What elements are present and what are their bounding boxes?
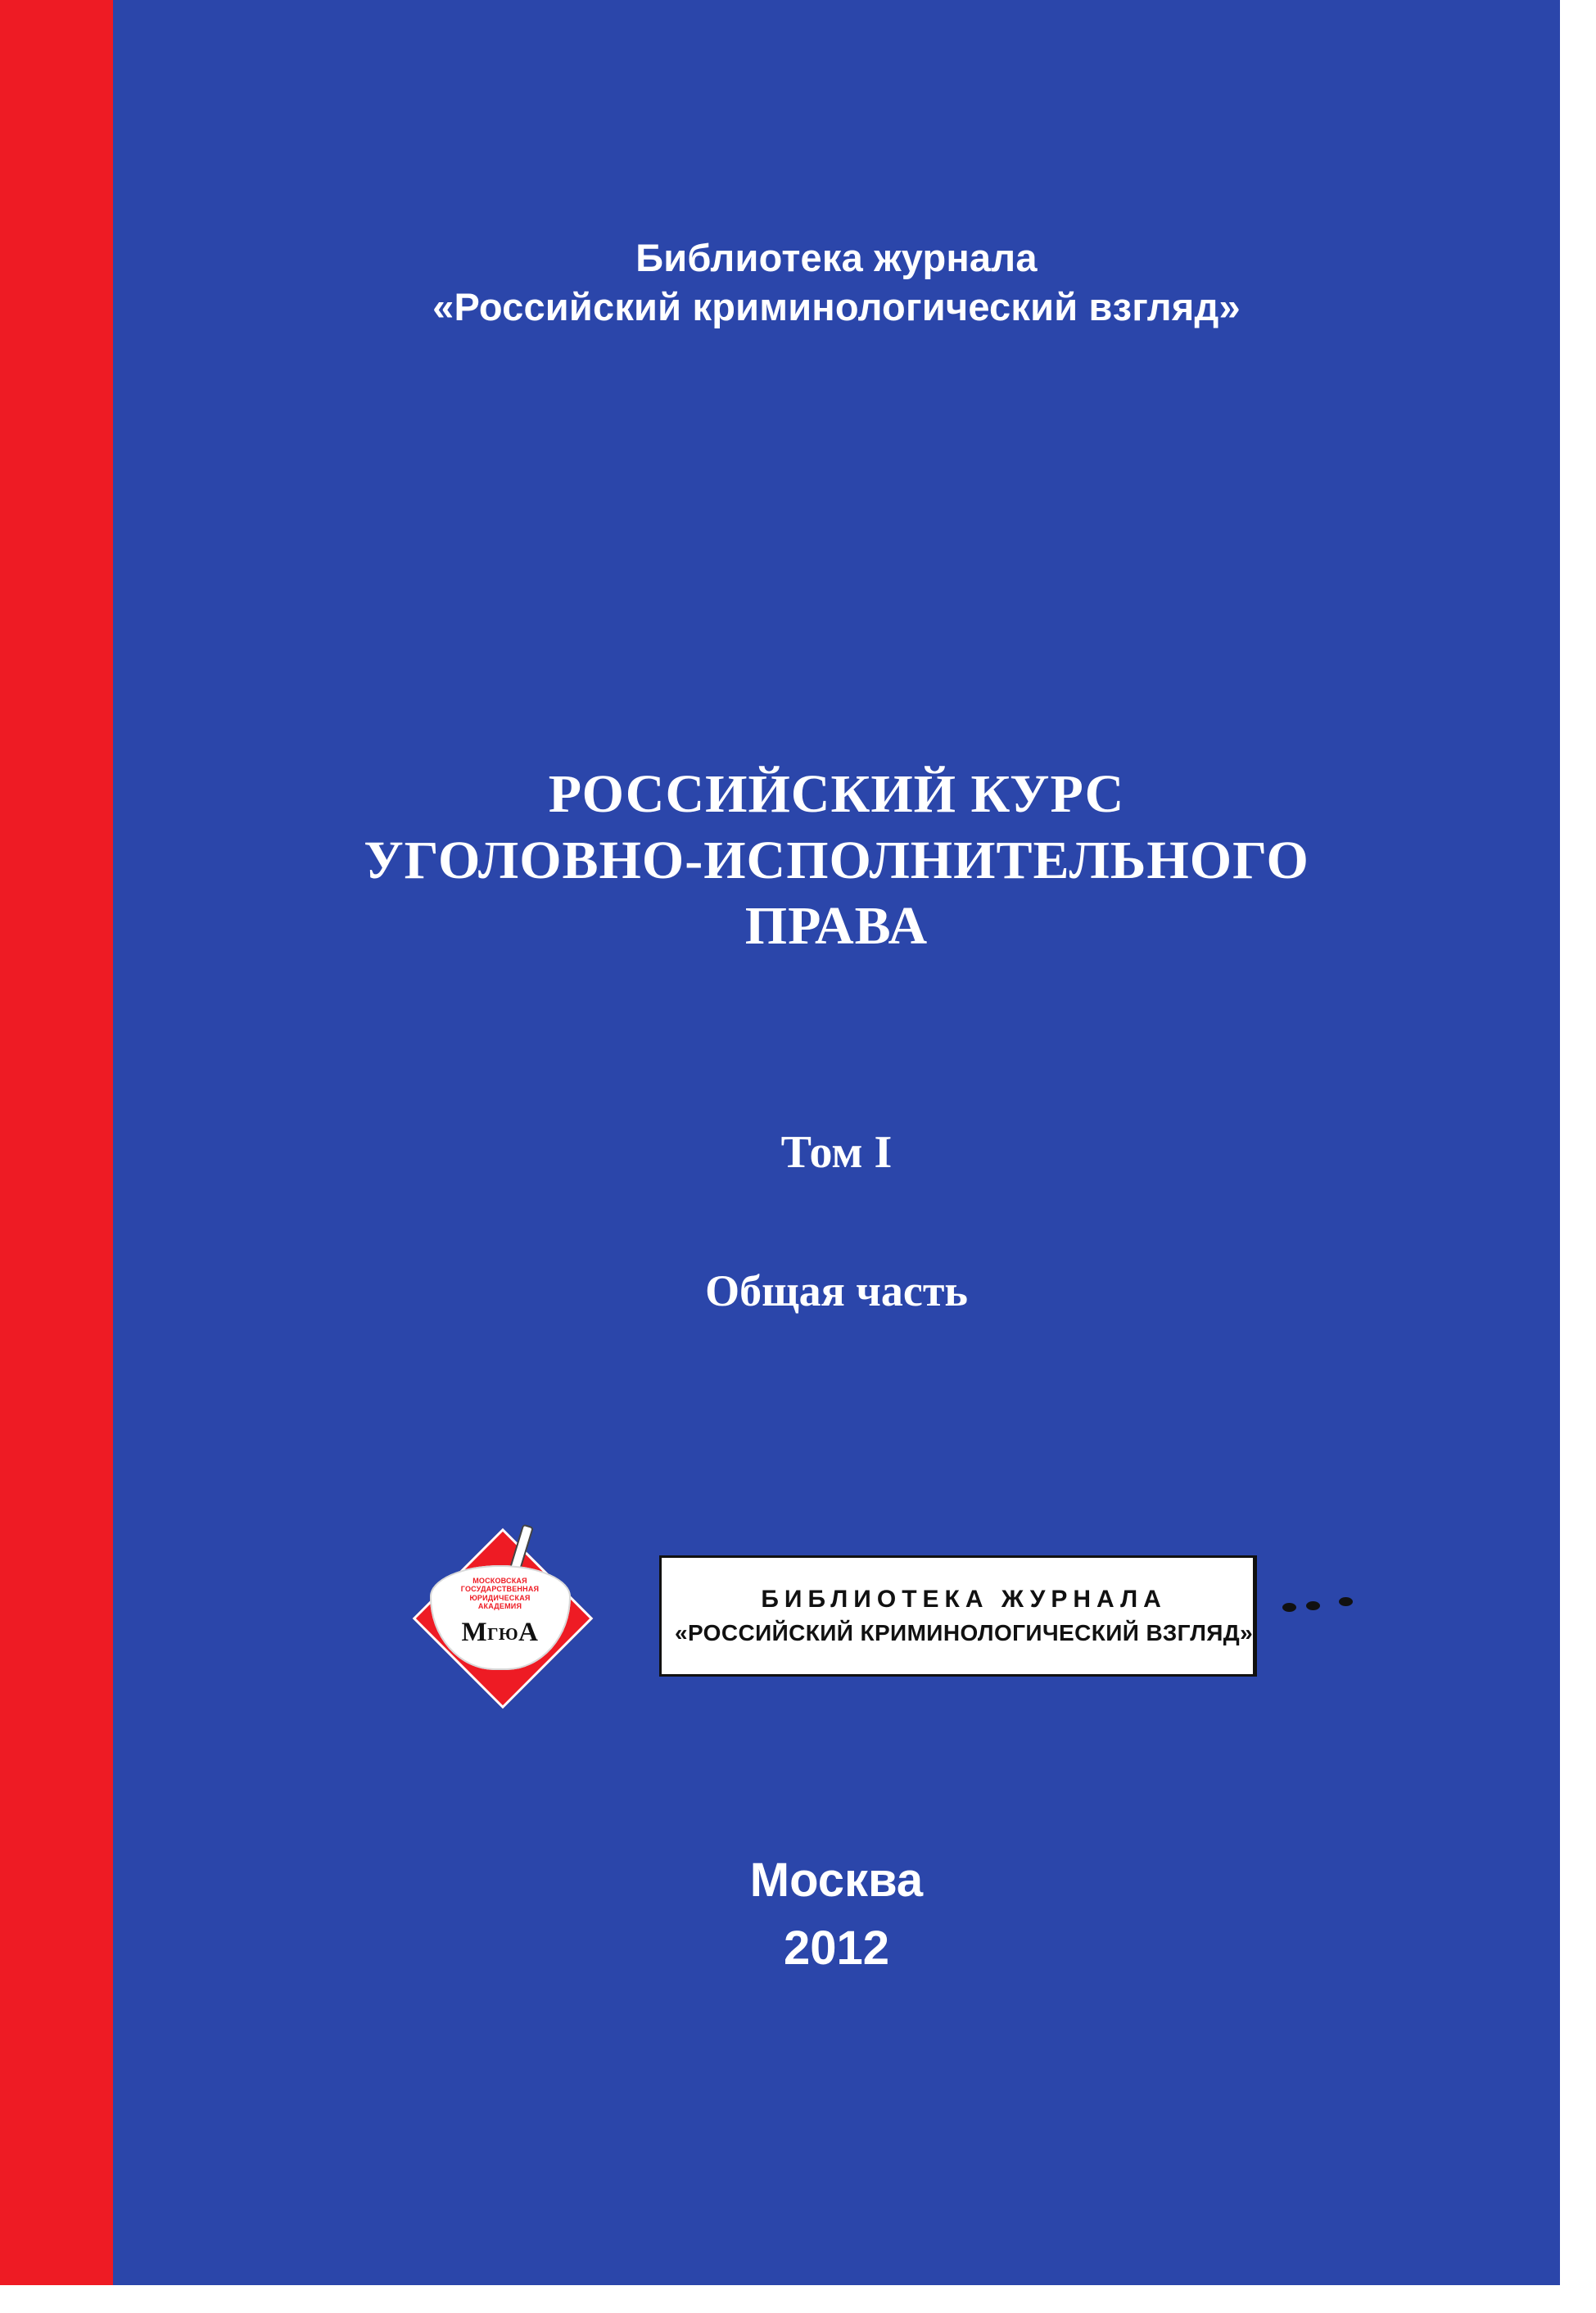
cover-content [113,0,1560,2285]
volume-label: Том I [780,1127,893,1178]
academy-caption-line-2: ГОСУДАРСТВЕННАЯ [460,1585,540,1594]
journal-banner-text [662,1558,1253,1674]
journal-banner-line-1: БИБЛИОТЕКА ЖУРНАЛА [761,1585,1167,1613]
cover-red-stripe [0,0,113,2285]
subtitle-label: Общая часть [705,1266,968,1315]
page-title [113,762,1560,960]
academy-emblem-caption [443,1577,558,1611]
academy-caption-line-4: АКАДЕМИЯ [477,1602,522,1611]
series-block [113,233,1560,332]
face-eye-icon [1339,1597,1353,1606]
title-line-3: ПРАВА [744,896,929,957]
journal-banner-logo [659,1555,1257,1677]
publication-year: 2012 [783,1921,890,1975]
academy-letters-gyu: ГЮ [487,1623,519,1644]
academy-letter-m: М [461,1617,488,1647]
logo-row [113,1519,1560,1712]
faces-icon [1253,1558,1255,1674]
academy-abbreviation [461,1618,538,1648]
academy-letter-a: А [518,1617,539,1647]
journal-banner-line-2: «РОССИЙСКИЙ КРИМИНОЛОГИЧЕСКИЙ ВЗГЛЯД» [675,1619,1254,1645]
title-line-1: РОССИЙСКИЙ КУРС [548,764,1125,824]
academy-emblem-icon [416,1519,584,1712]
publication-city: Москва [749,1854,924,1907]
academy-caption-line-3: ЮРИДИЧЕСКАЯ [469,1593,531,1602]
face-eye-icon [1306,1601,1320,1610]
academy-caption-line-1: МОСКОВСКАЯ [472,1576,527,1585]
face-eye-icon [1282,1603,1296,1612]
series-line-2: «Российский криминологический взгляд» [432,285,1241,329]
title-line-2: УГОЛОВНО-ИСПОЛНИТЕЛЬНОГО [364,830,1309,890]
series-line-1: Библиотека журнала [635,236,1038,279]
